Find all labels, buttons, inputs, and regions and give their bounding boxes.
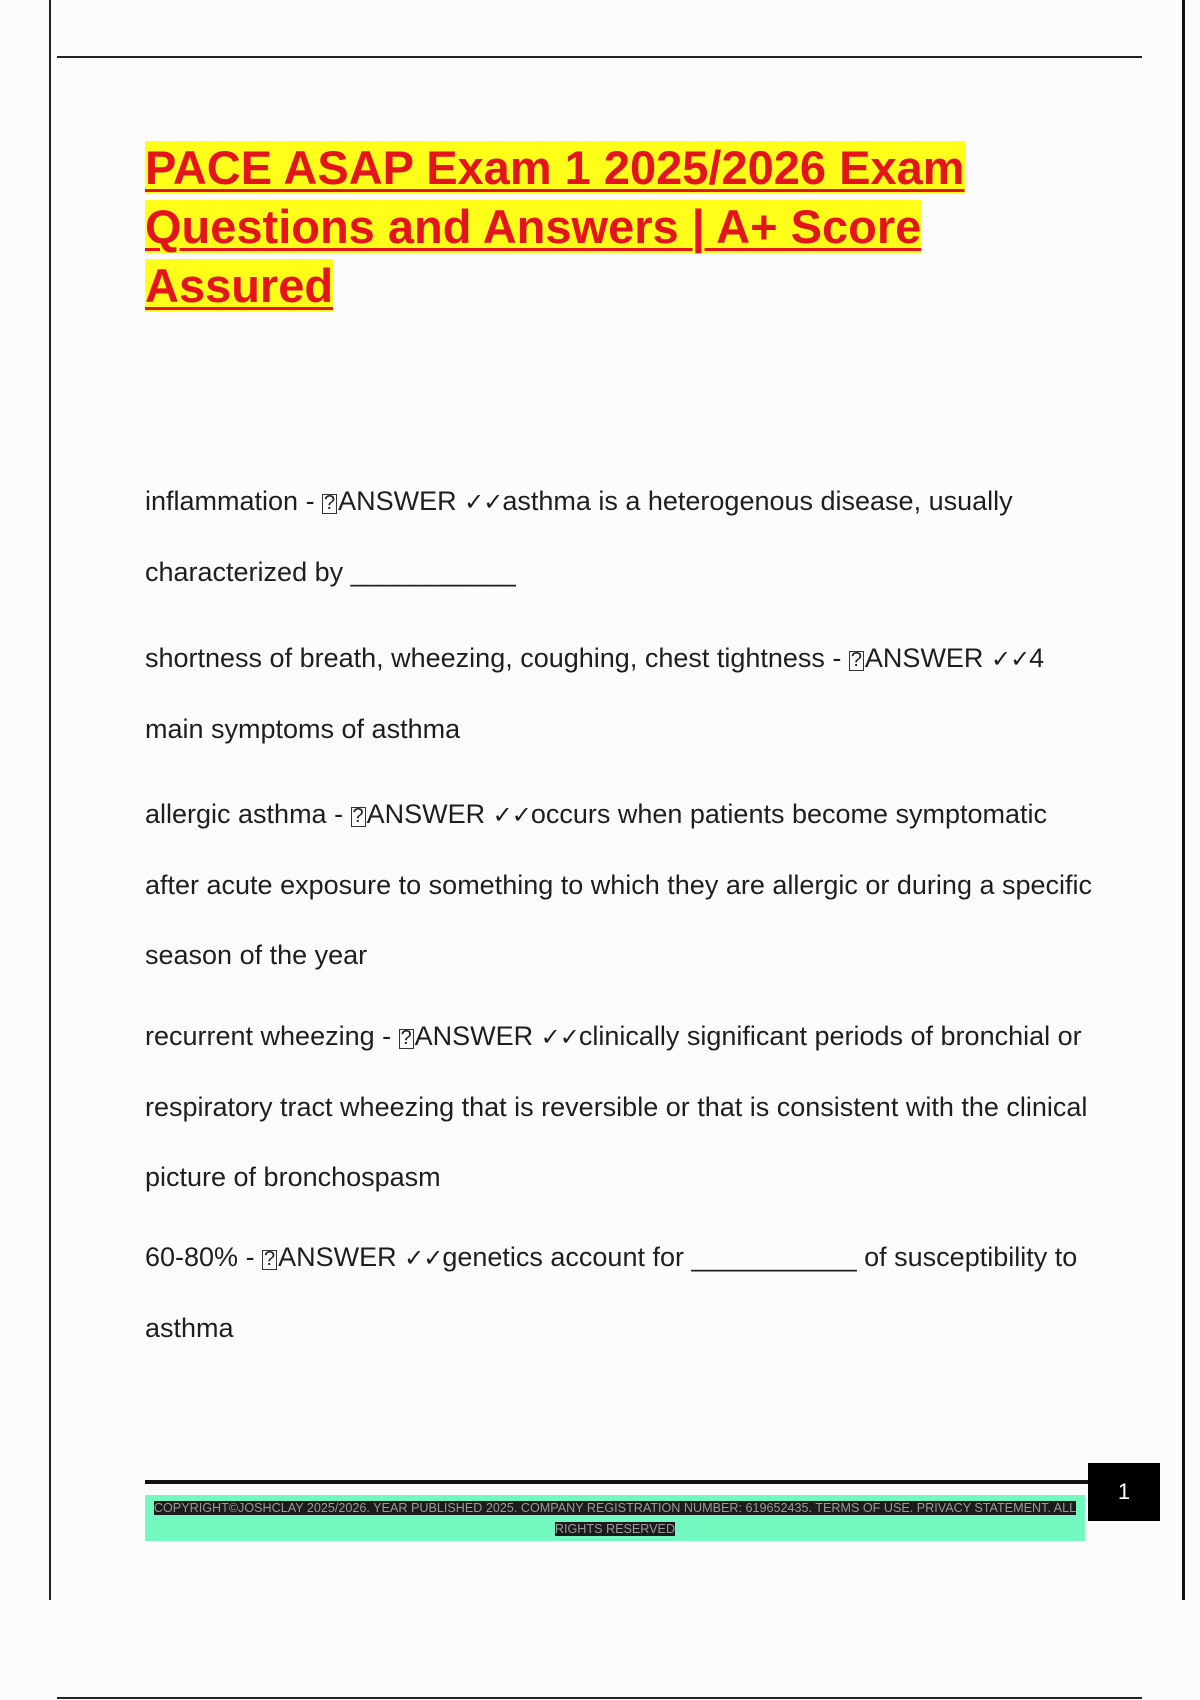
missing-glyph-icon: ? [324,492,336,514]
qa-question: asthma is a heterogenous disease, usually characterized by ___________ [145,486,1013,587]
qa-marker: ANSWER [366,799,486,829]
qa-separator: - [374,1021,399,1051]
copyright-footer [145,1495,1085,1541]
qa-answer: allergic asthma [145,799,327,829]
qa-answer: 60-80% [145,1242,239,1272]
qa-question: 4 main symptoms of asthma [145,643,1045,744]
document-title-text: PACE ASAP Exam 1 2025/2026 Exam Questions and Answers | A+ Score Assured [145,141,965,312]
qa-separator: - [824,643,849,673]
double-check-icon: ✓✓ [990,645,1030,673]
qa-item [145,779,1095,990]
qa-item [145,1222,1095,1363]
page-border-right [1182,0,1185,1600]
double-check-icon: ✓✓ [404,1244,443,1272]
page-number: 1 [1088,1463,1160,1521]
qa-item [145,466,1095,607]
qa-item [145,623,1095,764]
header-rule [57,56,1142,58]
qa-marker: ANSWER [338,486,457,516]
missing-glyph-icon: ? [352,805,364,827]
missing-glyph-icon: ? [264,1248,276,1270]
qa-answer: shortness of breath, wheezing, coughing, chest tightness [145,643,825,673]
document-title [145,138,1005,315]
qa-question: clinically significant periods of bronchial or respiratory tract wheezing that is reversible or that is consistent with the clinical picture of bronchospasm [145,1021,1088,1192]
page-border-left [49,0,51,1600]
qa-question: genetics account for ___________ of susceptibility to asthma [145,1242,1078,1343]
qa-separator: - [298,486,323,516]
qa-separator: - [238,1242,263,1272]
next-page-rule [57,1697,1142,1699]
missing-glyph-icon: ? [850,649,862,671]
qa-marker: ANSWER [278,1242,397,1272]
copyright-text: COPYRIGHT©JOSHCLAY 2025/2026. YEAR PUBLISHED 2025. COMPANY REGISTRATION NUMBER: 619652435. TERMS OF USE. PRIVACY STATEMENT. ALL RIGHTS RESERVED [153,1501,1077,1536]
qa-marker: ANSWER [414,1021,534,1051]
double-check-icon: ✓✓ [540,1023,579,1051]
qa-answer: inflammation [145,486,299,516]
footer-rule [145,1480,1088,1484]
qa-separator: - [326,799,351,829]
qa-item [145,1001,1095,1212]
qa-question: occurs when patients become symptomatic after acute exposure to something to which they are allergic or during a specific season of the year [145,799,1093,970]
double-check-icon: ✓✓ [492,801,531,829]
qa-marker: ANSWER [864,643,984,673]
missing-glyph-icon: ? [400,1027,412,1049]
qa-answer: recurrent wheezing [145,1021,375,1051]
double-check-icon: ✓✓ [464,488,503,516]
